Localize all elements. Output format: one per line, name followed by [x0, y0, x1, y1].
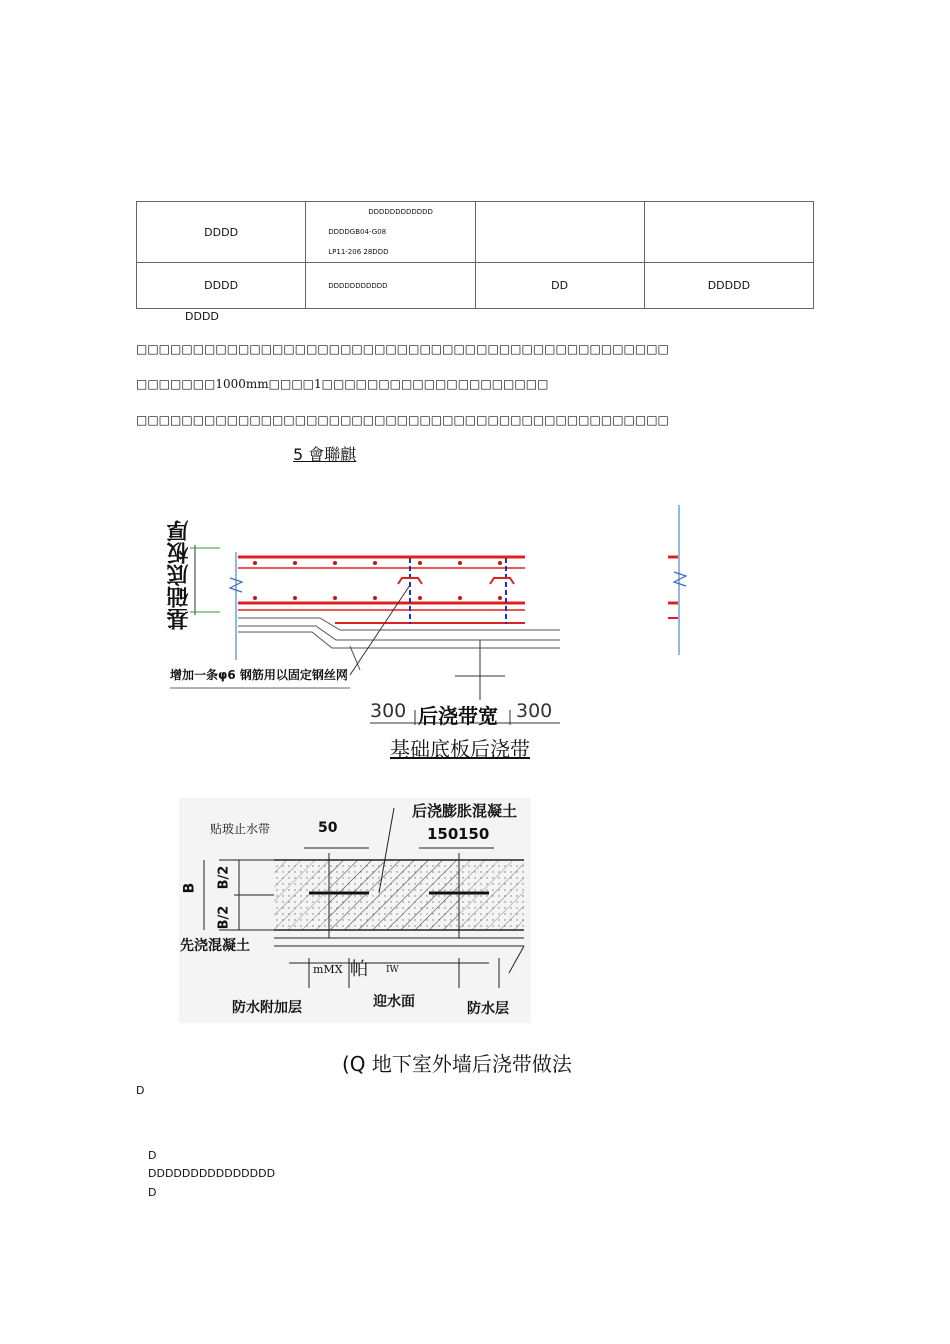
slab-thickness-label: 基础底板厚	[167, 520, 192, 630]
figure-caption: 基础底板后浇带	[390, 737, 530, 761]
side-b: B	[181, 882, 198, 894]
table-cell	[137, 263, 306, 309]
paragraph: □□□□□□□□□□□□□□□□□□□□□□□□□□□□□□□□□□□□□□□□□□□□□□□	[136, 342, 669, 356]
figure-label: 5 會聯麒	[293, 445, 357, 464]
cell-text: LP11-206 28DDD	[328, 248, 389, 256]
water-face-label: 迎水面	[373, 994, 415, 1010]
cell-text: DDDD	[204, 279, 239, 292]
precast-label: 先浇混凝土	[180, 938, 250, 954]
paragraph: □□□□□□□□□□□□□□□□□□□□□□□□□□□□□□□□□□□□□□□□□□□□□□□	[136, 413, 669, 427]
table-cell	[644, 202, 813, 263]
cell-text: DD	[551, 279, 569, 292]
table-cell	[644, 263, 813, 309]
wall-top-right-label: 后浇膨胀混凝土	[412, 802, 518, 820]
waterproof-additional-label: 防水附加层	[232, 1000, 302, 1016]
foundation-slab-diagram	[160, 500, 720, 770]
side-b2-b: B/2	[216, 905, 232, 930]
cell-text: DDDD	[204, 225, 239, 239]
dim-left: 300	[370, 700, 407, 722]
footer-line: D	[136, 1084, 145, 1097]
side-b2-a: B/2	[216, 865, 232, 890]
wall-top-left-label: 贴玻止水带	[210, 822, 271, 836]
figure-caption: (Q 地下室外墙后浇带做法	[342, 1052, 572, 1076]
rebar-note: 增加一条φ6 钢筋用以固定钢丝网	[170, 668, 348, 682]
cell-text: DDDDDDDDDDDD	[368, 208, 433, 216]
waterproof-layer-label: 防水层	[467, 1001, 509, 1017]
table-cell	[475, 263, 644, 309]
cell-text: DDDDD	[707, 279, 751, 292]
footer-line: D	[148, 1149, 157, 1162]
mid-label-c: IW	[386, 965, 399, 975]
table-cell	[475, 202, 644, 263]
footer-line: DDDDDDDDDDDDDDD	[148, 1167, 276, 1180]
cell-text: DDDDDDDDDDD	[328, 281, 388, 290]
dim-mid: 后浇带宽	[418, 704, 498, 728]
paragraph: □□□□□□□1000mm□□□□1□□□□□□□□□□□□□□□□□□□□	[136, 377, 549, 391]
info-table	[136, 201, 814, 309]
dim-right: 300	[516, 700, 553, 722]
cell-text: DDDDGB04-G08	[328, 228, 387, 236]
dim-150-a: 150	[427, 825, 459, 843]
table-cell	[137, 202, 306, 263]
mid-label-b: 帕	[350, 959, 368, 980]
section-label: DDDD	[185, 310, 219, 323]
mid-label-a: mMX	[313, 963, 343, 976]
dim-150-b: 150	[458, 825, 490, 843]
dim-50: 50	[318, 820, 338, 836]
table-cell	[306, 263, 475, 309]
footer-line: D	[148, 1186, 157, 1199]
table-cell	[306, 202, 475, 263]
